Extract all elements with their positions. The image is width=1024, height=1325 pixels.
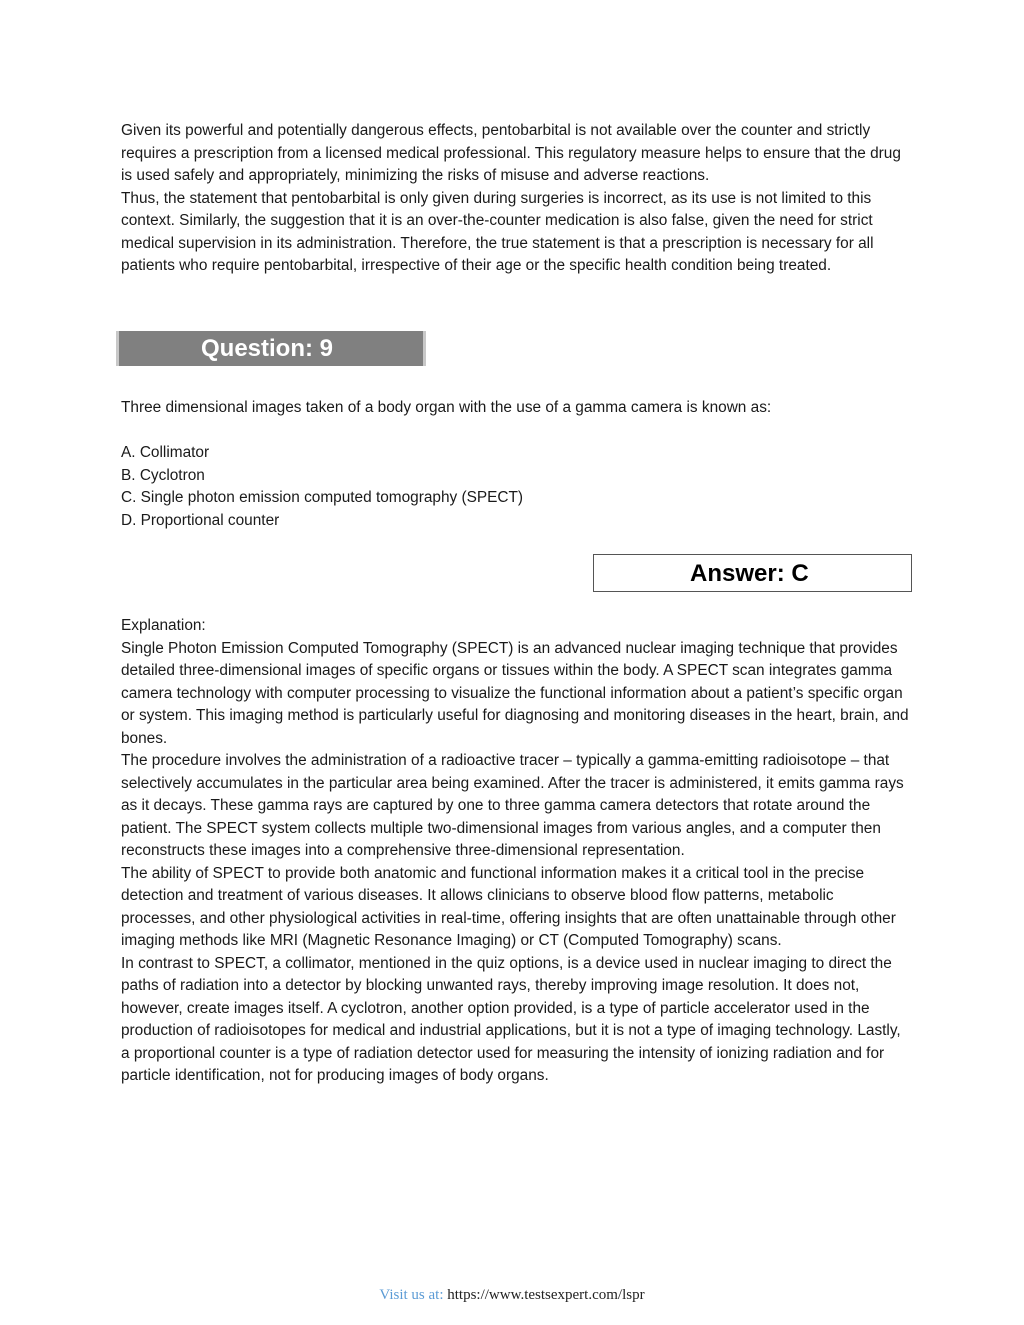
answer-text: Answer: C bbox=[690, 560, 809, 587]
explanation-paragraph: In contrast to SPECT, a collimator, mentioned in the quiz options, is a device used in nuclear imaging to direct the paths of radiation into a detector by blocking unwanted rays, thereby improving image resolution. It does not, however, create images itself. A cyclotron, another option provided, is a type of particle accelerator used in the production of radioisotopes for medical and industrial applications, but it is not a type of imaging technology. Lastly, a proportional counter is a type of radiation detector used for measuring the intensity of ionizing radiation and for particle identification, not for producing images of body organs. bbox=[121, 954, 901, 1084]
footer bbox=[0, 1285, 1024, 1305]
explanation bbox=[121, 615, 911, 1088]
option-c: C. Single photon emission computed tomography (SPECT) bbox=[121, 489, 524, 506]
explanation-paragraph: Single Photon Emission Computed Tomography (SPECT) is an advanced nuclear imaging technique that provides detailed three-dimensional images of specific organs or tissues within the body. A SPECT scan integrates gamma camera technology with computer processing to visualize the functional information about a patient’s specific organ or system. This imaging method is particularly useful for diagnosing and monitoring diseases in the heart, brain, and bones. bbox=[121, 639, 909, 747]
explanation-paragraph: The procedure involves the administration of a radioactive tracer – typically a gamma-emitting radioisotope – that selectively accumulates in the particular area being examined. After the tracer is administered, it emits gamma rays as it decays. These gamma rays are captured by one to three gamma camera detectors that rotate around the patient. The SPECT system collects multiple two-dimensional images from various angles, and a computer then reconstructs these images into a comprehensive three-dimensional representation. bbox=[121, 752, 904, 859]
options-list bbox=[121, 442, 911, 532]
option-d: D. Proportional counter bbox=[121, 511, 280, 529]
option-a: A. Collimator bbox=[121, 444, 210, 461]
intro-paragraph: Thus, the statement that pentobarbital is only given during surgeries is incorrect, as its use is not limited to this context. Similarly, the suggestion that it is an over-the-counter medication is also false, given the need for strict medical supervision in its administration. Therefore, the true statement is that a prescription is necessary for all patients who require pentobarbital, irrespective of their age or the specific health condition being treated. bbox=[121, 189, 874, 274]
question-text: Three dimensional images taken of a body organ with the use of a gamma camera is known as: bbox=[121, 399, 772, 416]
footer-link[interactable]: https://www.testsexpert.com/lspr bbox=[447, 1287, 645, 1303]
footer-visit-label: Visit us at: bbox=[379, 1287, 444, 1303]
intro-paragraph: Given its powerful and potentially dangerous effects, pentobarbital is not available over the counter and strictly requires a prescription from a licensed medical professional. This regulatory measure helps to ensure that the drug is used safely and appropriately, minimizing the risks of misuse and adverse reactions. bbox=[121, 122, 901, 184]
intro-text bbox=[121, 120, 911, 278]
explanation-paragraph: The ability of SPECT to provide both anatomic and functional information makes it a critical tool in the precise detection and treatment of various diseases. It allows clinicians to observe blood flow patterns, metabolic processes, and other physiological activities in real-time, offering insights that are often unattainable through other imaging methods like MRI (Magnetic Resonance Imaging) or CT (Computed Tomography) scans. bbox=[121, 864, 896, 949]
question-banner bbox=[116, 331, 426, 366]
question-prompt bbox=[121, 397, 911, 420]
option-b: B. Cyclotron bbox=[121, 466, 205, 484]
question-heading: Question: 9 bbox=[201, 335, 334, 362]
explanation-label: Explanation: bbox=[121, 617, 206, 634]
answer-box bbox=[593, 554, 912, 592]
